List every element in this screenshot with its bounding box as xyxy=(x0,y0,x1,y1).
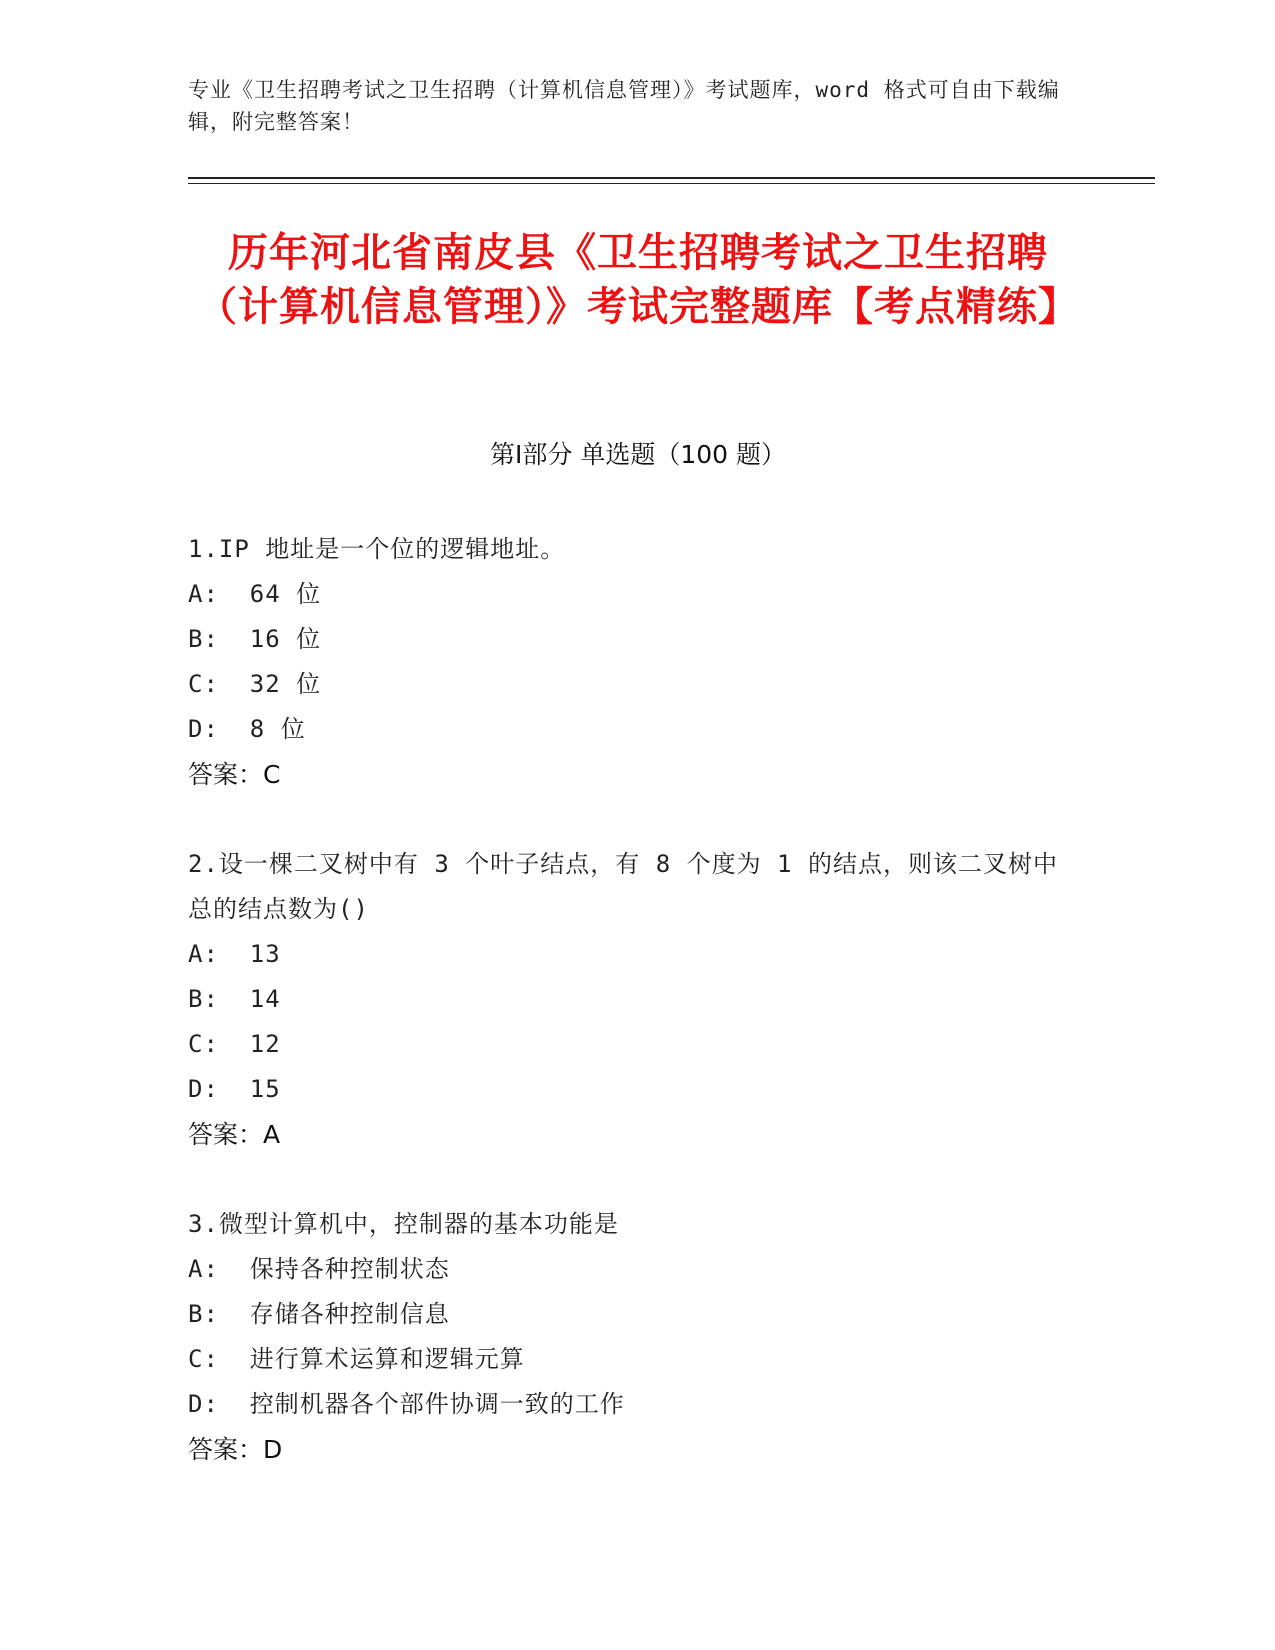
option-c: C: 32 位 xyxy=(188,670,322,698)
option-a: A: 保持各种控制状态 xyxy=(188,1255,450,1283)
option-b: B: 14 xyxy=(188,985,281,1013)
option-d: D: 控制机器各个部件协调一致的工作 xyxy=(188,1390,625,1418)
answer-value: D xyxy=(263,1435,283,1464)
header-rule-thick xyxy=(188,177,1155,179)
question-list xyxy=(188,527,1068,1517)
answer-label: 答案： xyxy=(188,760,264,789)
header-note: 专业《卫生招聘考试之卫生招聘（计算机信息管理）》考试题库，word 格式可自由下载编辑，附完整答案！ xyxy=(188,78,1060,134)
section-title: 第Ⅰ部分 单选题（100 题） xyxy=(490,440,786,469)
question-3 xyxy=(188,1202,1068,1472)
option-a: A: 13 xyxy=(188,940,281,968)
option-c: C: 12 xyxy=(188,1030,281,1058)
answer-line xyxy=(188,1427,1068,1472)
option-d: D: 8 位 xyxy=(188,715,306,743)
option-b: B: 16 位 xyxy=(188,625,322,653)
question-2 xyxy=(188,842,1068,1157)
answer-label: 答案： xyxy=(188,1120,264,1149)
question-1 xyxy=(188,527,1068,797)
document-title: 历年河北省南皮县《卫生招聘考试之卫生招聘（计算机信息管理）》考试完整题库【考点精练】 xyxy=(197,230,1079,330)
answer-label: 答案： xyxy=(188,1435,264,1464)
header-rule-thin xyxy=(188,183,1155,184)
option-d: D: 15 xyxy=(188,1075,281,1103)
question-stem: 2.设一棵二叉树中有 3 个叶子结点，有 8 个度为 1 的结点，则该二叉树中总的结点数为() xyxy=(188,850,1058,923)
option-b: B: 存储各种控制信息 xyxy=(188,1300,450,1328)
question-stem: 3.微型计算机中，控制器的基本功能是 xyxy=(188,1210,619,1238)
answer-line xyxy=(188,752,1068,797)
option-a: A: 64 位 xyxy=(188,580,322,608)
question-stem: 1.IP 地址是一个位的逻辑地址。 xyxy=(188,535,566,563)
answer-value: A xyxy=(263,1120,281,1149)
answer-line xyxy=(188,1112,1068,1157)
option-c: C: 进行算术运算和逻辑元算 xyxy=(188,1345,525,1373)
answer-value: C xyxy=(263,760,281,789)
